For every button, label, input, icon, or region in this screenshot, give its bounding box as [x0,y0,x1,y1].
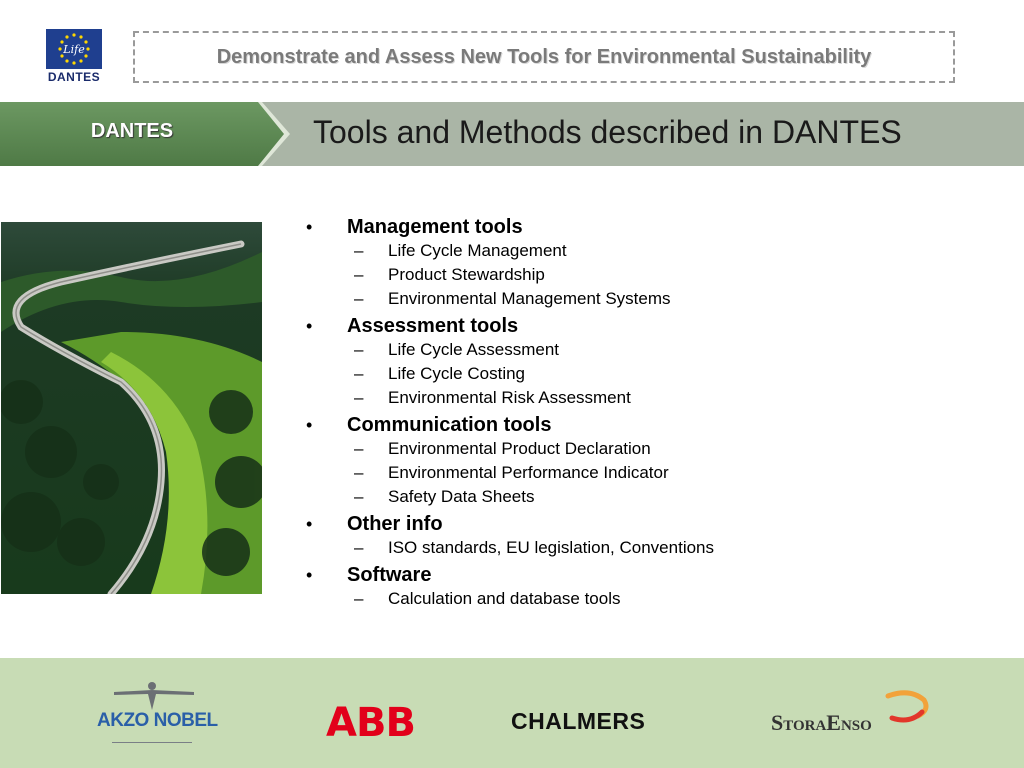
section-software [302,564,1002,613]
dash-icon: – [354,538,364,557]
list-item: Environmental Risk Assessment [388,388,631,407]
dash-icon: – [354,487,364,506]
dash-icon: – [354,589,364,608]
header-banner [133,31,955,83]
banner-title: Demonstrate and Assess New Tools for Environmental Sustainability [216,45,872,68]
bullet-icon: • [306,217,313,237]
bullet-icon: • [306,514,313,534]
section-title: Communication tools [347,414,552,436]
dash-icon: – [354,388,364,407]
section-title: Management tools [347,216,523,238]
dash-icon: – [354,265,364,284]
dash-icon: – [354,289,364,308]
forest-road-photo [1,222,262,594]
slide-title: Tools and Methods described in DANTES [313,114,902,150]
abb-logo: ABB [326,700,415,746]
tools-list [302,216,1002,613]
bullet-icon: • [306,415,313,435]
section-assessment [302,315,1002,412]
tab-label: DANTES [90,120,174,142]
dash-icon: – [354,439,364,458]
logo-script: Life [63,43,85,56]
life-logo [43,29,105,87]
dash-icon: – [354,463,364,482]
list-item: Product Stewardship [388,265,545,284]
akzo-figure-icon [112,680,196,712]
eu-flag-icon [46,29,102,69]
bullet-icon: • [306,565,313,585]
stora-enso-swirl-icon [880,690,930,726]
list-item: Environmental Product Declaration [388,439,651,458]
section-management [302,216,1002,313]
section-other-info [302,513,1002,562]
dash-icon: – [354,364,364,383]
dash-icon: – [354,340,364,359]
list-item: Environmental Management Systems [388,289,671,308]
list-item: ISO standards, EU legislation, Conventions [388,538,715,557]
akzo-underline [112,742,192,743]
section-title: Software [347,564,432,586]
bullet-icon: • [306,316,313,336]
logo-wordmark: DANTES [47,70,101,84]
list-item: Life Cycle Management [388,241,567,260]
list-item: Environmental Performance Indicator [388,463,669,482]
list-item: Safety Data Sheets [388,487,535,506]
chalmers-logo: CHALMERS [511,708,646,734]
section-title: Other info [347,513,443,535]
list-item: Life Cycle Assessment [388,340,560,359]
section-communication [302,414,1002,511]
akzo-nobel-wordmark: AKZO NOBEL [97,710,218,731]
dash-icon: – [354,241,364,260]
list-item: Life Cycle Costing [388,364,526,383]
list-item: Calculation and database tools [388,589,621,608]
section-title: Assessment tools [347,315,519,337]
stora-enso-wordmark: StoraEnso [771,710,872,735]
